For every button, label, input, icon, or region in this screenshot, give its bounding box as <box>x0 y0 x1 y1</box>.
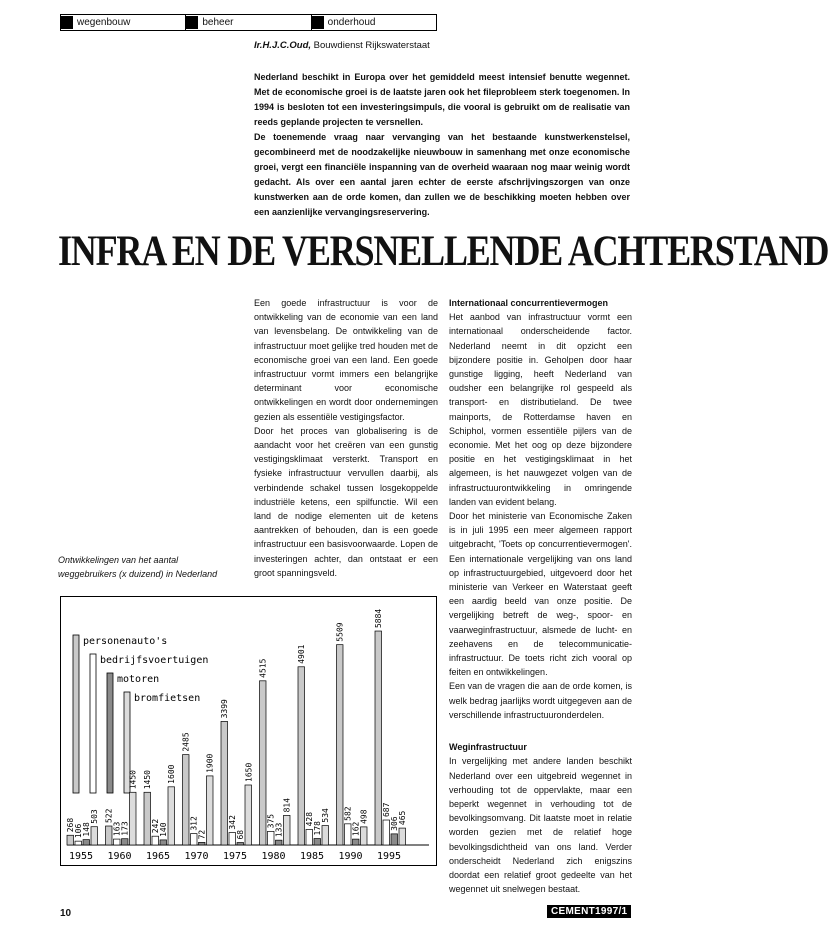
legend-swatch-0 <box>73 635 79 793</box>
chart-caption: Ontwikkelingen van het aantal weggebruikers (x duizend) in Nederland <box>58 555 218 579</box>
bar-1985-1 <box>306 829 313 845</box>
bar-1985-3 <box>322 826 329 845</box>
x-tick-label: 1980 <box>261 851 286 862</box>
x-tick-label: 1970 <box>184 851 209 862</box>
bar-value-label: 306 <box>390 816 400 831</box>
bar-value-label: 242 <box>151 818 161 834</box>
tab-beheer <box>186 15 311 30</box>
bar-1960-1 <box>114 839 121 845</box>
x-tick-label: 1990 <box>338 851 363 862</box>
bar-1965-2 <box>160 840 167 845</box>
bar-value-label: 106 <box>74 823 84 839</box>
bar-value-label: 534 <box>321 808 331 823</box>
bar-value-label: 5884 <box>374 608 384 629</box>
bar-value-label: 814 <box>282 797 292 813</box>
bar-value-label: 4901 <box>297 644 307 664</box>
bar-value-label: 4515 <box>258 658 268 678</box>
author-affiliation: Bouwdienst Rijkswaterstaat <box>313 40 430 51</box>
bar-value-label: 68 <box>236 829 246 840</box>
bar-value-label: 687 <box>382 802 392 818</box>
bar-value-label: 5509 <box>335 622 345 642</box>
legend-label-1: bedrijfsvoertuigen <box>100 655 209 666</box>
bar-1990-0 <box>337 645 344 845</box>
bar-1990-3 <box>361 827 368 845</box>
bar-1955-0 <box>67 835 74 845</box>
bar-1970-3 <box>207 776 214 845</box>
bar-value-label: 2485 <box>181 732 191 752</box>
bar-value-label: 1600 <box>167 764 177 784</box>
bar-value-label: 1900 <box>205 753 215 773</box>
bar-value-label: 268 <box>66 817 76 833</box>
bar-1955-3 <box>91 827 98 845</box>
bar-1955-1 <box>75 841 82 845</box>
bar-1955-2 <box>83 840 90 845</box>
bar-value-label: 173 <box>120 821 130 836</box>
x-tick-label: 1975 <box>222 851 248 862</box>
headline: INFRA EN DE VERSNELLENDE ACHTERSTAND <box>58 228 828 275</box>
col1-paragraph-2: Door het proces van globalisering is de aandacht voor het creëren van een gunstig vestigingsklimaat versterkt. Transport en fysieke infrastructuur vervullen daarbij, als verbindende schakel tussen losgekoppelde industriële ketens, een spilfunctie. Wil een land de nodige elementen uit de ketens aantrekken of behouden, dan is een goede infrastructuur een basisvoorwaarde. Lopen de investeringen achter, dan ontstaat er een groot spanningsveld. <box>254 425 438 578</box>
x-tick-label: 1955 <box>68 851 94 862</box>
bar-1960-3 <box>130 792 137 845</box>
bar-1960-0 <box>106 826 113 845</box>
bar-1960-2 <box>122 839 129 845</box>
col2-paragraph-3: Een van de vragen die aan de orde komen, is welk bedrag jaarlijks wordt uitgegeven aan de verschillende infrastructuuronderdelen. <box>449 681 632 720</box>
tab-label: onderhoud <box>327 17 376 28</box>
intro-paragraph-2: De toenemende vraag naar vervanging van het bestaande kunstwerkenstelsel, gecombineerd met de noodzakelijke nieuwbouw in samenhang met onze economische groei, vergt een financiële inspanning van de overheid waaraan nog maar weinig wordt gedacht. Als over een aantal jaren echter de eerste afschrijvingszorgen van onze kunstwerken aan de orde komen, dan zullen we de beschikking moeten hebben over een aanzienlijke vervangingsreservering. <box>254 132 630 217</box>
magazine-tag: CEMENT1997/1 <box>547 905 631 918</box>
x-tick-label: 1960 <box>107 851 132 862</box>
bar-value-label: 582 <box>343 806 353 821</box>
bar-value-label: 148 <box>82 822 92 837</box>
bar-1985-2 <box>314 839 321 845</box>
col2-paragraph-4: In vergelijking met andere landen beschikt Nederland over een uitgebreid wegennet in verhouding tot de oppervlakte, maar een beperkt wegennet in verhouding tot de bevolkingsomvang. Dit laatste moet in relatie worden gezien met de relatief hoge bevolkingsdichtheid van ons land. Verder onderscheidt Nederland zich enigszins doordat een relatief groot gedeelte van het wegennet uit snelwegen bestaat. <box>449 756 632 895</box>
tab-wegenbouw <box>61 15 186 30</box>
bar-1975-0 <box>221 721 228 845</box>
legend-swatch-1 <box>90 654 96 793</box>
legend-label-3: bromfietsen <box>134 693 201 704</box>
col2-paragraph-1: Het aanbod van infrastructuur vormt een internationaal onderscheidende factor. Nederland neemt in dit opzicht een bijzondere positie in. Geholpen door haar gunstige ligging, heeft Nederland van oudsher een belangrijke rol gespeeld als transport- en distributieland. De twee mainports, de Rotterdamse haven en Schiphol, vormen essentiële pijlers van de economie. Met het oog op deze bijzondere positie en het vestigingsklimaat in het algemeen, is het nauwgezet volgen van de infrastructuurontwikkeling in omringende landen van evident belang. <box>449 312 632 507</box>
tab-marker-icon <box>61 16 73 29</box>
bar-1970-2 <box>199 842 206 845</box>
col2-paragraph-2: Door het ministerie van Economische Zaken is in juli 1995 een meer algemeen rapport uitgebracht, 'Toets op concurrentievermogen'. Een internationale vergelijking van ons land op infrastructuurgebied, uitgevoerd door het ministerie van Verkeer en Waterstaat geeft een aardig beeld van onze positie. De vergelijking betreft de weg-, spoor- en vaarweginfrastructuur, alsmede de lucht- en zeehavens en de telecommunicatie-infrastructuur. De toets richt zich vooral op feiten en ontwikkelingen. <box>449 511 632 678</box>
bar-1975-3 <box>245 785 252 845</box>
bar-value-label: 140 <box>159 822 169 837</box>
bar-value-label: 503 <box>90 809 100 824</box>
bar-value-label: 133 <box>274 822 284 838</box>
bar-1970-0 <box>183 755 190 845</box>
bar-1965-0 <box>144 792 151 845</box>
bar-1985-0 <box>298 667 305 845</box>
x-tick-label: 1995 <box>376 851 402 862</box>
col1-paragraph-1: Een goede infrastructuur is voor de ontwikkeling van de economie van een land van levensbelang. De ontwikkeling van de infrastructuur moet gelijke tred houden met de economische groei van een land. Een goede infrastructuur vormt immers een belangrijke determinant voor economische ontwikkelingen en wordt door ondernemingen gezien als essentiële vestigingsfactor. <box>254 298 438 422</box>
bar-1980-1 <box>268 831 275 845</box>
bar-value-label: 312 <box>189 816 199 831</box>
bar-1995-0 <box>375 631 382 845</box>
intro-block <box>254 70 630 220</box>
bar-value-label: 163 <box>112 821 122 837</box>
author-name: Ir.H.J.C.Oud, <box>254 40 312 51</box>
legend-label-2: motoren <box>117 674 160 685</box>
tab-label: wegenbouw <box>77 17 131 28</box>
tab-marker-icon <box>312 16 324 29</box>
x-tick-label: 1965 <box>145 851 171 862</box>
body-column-2 <box>449 296 632 896</box>
author-line <box>254 40 430 51</box>
vehicle-chart-svg <box>61 597 436 865</box>
page-number: 10 <box>60 908 72 919</box>
section-heading-concurrentie: Internationaal concurrentievermogen <box>449 298 609 308</box>
bar-1995-1 <box>383 820 390 845</box>
bar-value-label: 1450 <box>143 770 153 790</box>
bar-value-label: 162 <box>351 821 361 837</box>
vehicle-chart <box>60 596 437 866</box>
tab-marker-icon <box>186 16 198 29</box>
legend-swatch-2 <box>107 673 113 793</box>
bar-value-label: 522 <box>104 808 114 824</box>
bar-1990-2 <box>353 839 360 845</box>
bar-value-label: 1650 <box>244 762 254 782</box>
bar-1970-1 <box>191 834 198 845</box>
bar-value-label: 3399 <box>220 699 230 719</box>
tab-onderhoud <box>312 15 436 30</box>
bar-value-label: 465 <box>398 810 408 826</box>
section-tabs <box>60 14 437 31</box>
bar-1975-2 <box>237 843 244 845</box>
bar-1990-1 <box>345 824 352 845</box>
bar-1995-2 <box>391 834 398 845</box>
bar-1965-1 <box>152 836 159 845</box>
bar-value-label: 498 <box>359 809 369 824</box>
bar-value-label: 1450 <box>128 770 138 790</box>
bar-1975-1 <box>229 833 236 845</box>
legend-label-0: personenauto's <box>83 636 168 647</box>
bar-1980-0 <box>260 681 267 845</box>
bar-1980-2 <box>276 840 283 845</box>
section-heading-weginfrastructuur: Weginfrastructuur <box>449 742 527 753</box>
bar-value-label: 72 <box>197 829 207 840</box>
bar-1965-3 <box>168 787 175 845</box>
bar-value-label: 342 <box>228 815 238 830</box>
bar-value-label: 375 <box>266 813 276 829</box>
bar-1980-3 <box>284 815 291 845</box>
bar-value-label: 178 <box>313 821 323 836</box>
x-tick-label: 1985 <box>299 851 325 862</box>
intro-paragraph-1: Nederland beschikt in Europa over het gemiddeld meest intensief benutte wegennet. Met de economische groei is de laatste jaren ook het fileprobleem sterk toegenomen. In 1994 is besloten tot een investeringsimpuls, die vooral is gebruikt om de realisatie van reeds geplande projecten te versnellen. <box>254 72 630 127</box>
bar-value-label: 428 <box>305 811 315 827</box>
tab-label: beheer <box>202 17 234 28</box>
bar-1995-3 <box>399 828 406 845</box>
body-column-1 <box>254 296 438 580</box>
